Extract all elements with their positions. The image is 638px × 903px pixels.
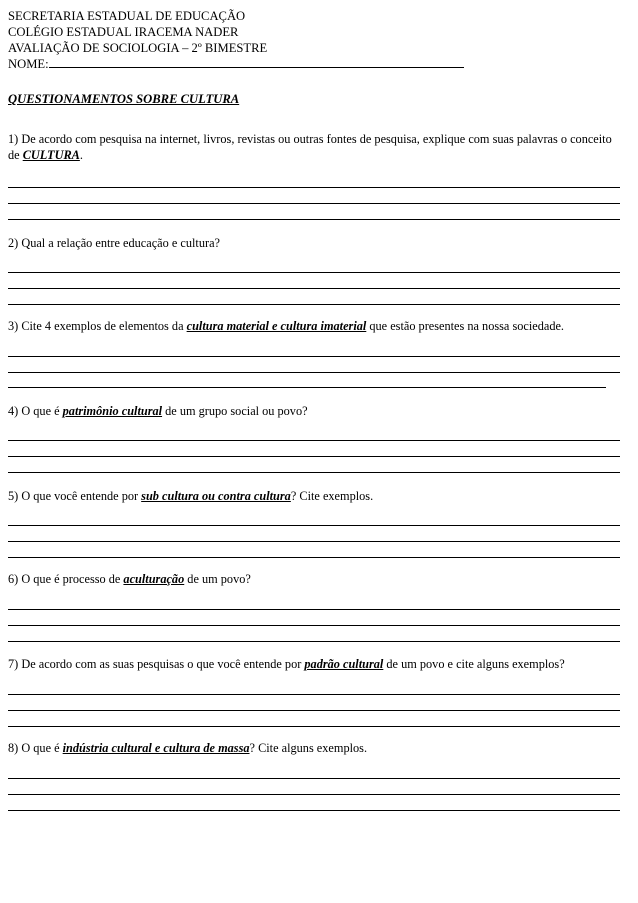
answer-line[interactable] xyxy=(8,372,620,373)
header-avaliacao: AVALIAÇÃO DE SOCIOLOGIA – 2º BIMESTRE xyxy=(8,41,268,55)
answer-line[interactable] xyxy=(8,203,620,204)
answer-line[interactable] xyxy=(8,356,620,357)
question-text-end: de um povo? xyxy=(184,572,251,586)
name-label: NOME: xyxy=(8,57,49,71)
question-text: 7) De acordo com as suas pesquisas o que você entende por xyxy=(8,657,305,671)
answer-line[interactable] xyxy=(8,557,620,558)
answer-line[interactable] xyxy=(8,794,620,795)
question-text-end: que estão presentes na nossa sociedade. xyxy=(366,319,565,333)
answer-line[interactable] xyxy=(8,288,620,289)
answer-line[interactable] xyxy=(8,710,620,711)
question-text: 1) De acordo com pesquisa na internet, livros, revistas ou outras fontes de pesquisa, explique com suas palavras o conceito de xyxy=(8,132,612,162)
answer-line[interactable] xyxy=(8,726,620,727)
question-3 xyxy=(8,318,624,334)
question-text: 8) O que é xyxy=(8,741,63,755)
question-6 xyxy=(8,571,624,587)
answer-line[interactable] xyxy=(8,609,620,610)
question-text-end: . xyxy=(79,148,83,162)
question-1 xyxy=(8,131,624,163)
question-4 xyxy=(8,403,624,419)
question-keyword: sub cultura ou contra cultura xyxy=(141,489,291,503)
document-header xyxy=(8,8,464,72)
question-8 xyxy=(8,740,624,756)
question-text: 3) Cite 4 exemplos de elementos da xyxy=(8,319,187,333)
answer-line[interactable] xyxy=(8,778,620,779)
header-colegio: COLÉGIO ESTADUAL IRACEMA NADER xyxy=(8,25,239,39)
question-5 xyxy=(8,488,624,504)
header-secretaria: SECRETARIA ESTADUAL DE EDUCAÇÃO xyxy=(8,9,246,23)
answer-line[interactable] xyxy=(8,440,620,441)
question-keyword: indústria cultural e cultura de massa xyxy=(62,741,250,755)
question-2 xyxy=(8,235,624,251)
name-field-line[interactable] xyxy=(49,56,464,68)
answer-line[interactable] xyxy=(8,525,620,526)
question-keyword: cultura material e cultura imaterial xyxy=(186,319,367,333)
question-text: 6) O que é processo de xyxy=(8,572,124,586)
section-title: QUESTIONAMENTOS SOBRE CULTURA xyxy=(8,92,240,106)
question-keyword: CULTURA xyxy=(22,148,80,162)
answer-line[interactable] xyxy=(8,456,620,457)
question-text-end: ? Cite alguns exemplos. xyxy=(249,741,368,755)
question-text-end: ? Cite exemplos. xyxy=(290,489,374,503)
question-text-end: de um povo e cite alguns exemplos? xyxy=(383,657,565,671)
answer-line[interactable] xyxy=(8,810,620,811)
name-row xyxy=(8,56,464,72)
question-text-end: de um grupo social ou povo? xyxy=(162,404,308,418)
answer-line[interactable] xyxy=(8,387,606,388)
answer-line[interactable] xyxy=(8,694,620,695)
question-7 xyxy=(8,656,624,672)
question-text: 4) O que é xyxy=(8,404,63,418)
question-keyword: patrimônio cultural xyxy=(62,404,163,418)
question-keyword: aculturação xyxy=(123,572,185,586)
answer-line[interactable] xyxy=(8,641,620,642)
question-text: 5) O que você entende por xyxy=(8,489,142,503)
answer-line[interactable] xyxy=(8,541,620,542)
question-keyword: padrão cultural xyxy=(304,657,384,671)
answer-line[interactable] xyxy=(8,219,620,220)
answer-line[interactable] xyxy=(8,304,620,305)
answer-line[interactable] xyxy=(8,625,620,626)
answer-line[interactable] xyxy=(8,272,620,273)
answer-line[interactable] xyxy=(8,187,620,188)
answer-line[interactable] xyxy=(8,472,620,473)
question-text: 2) Qual a relação entre educação e cultura? xyxy=(8,236,220,250)
